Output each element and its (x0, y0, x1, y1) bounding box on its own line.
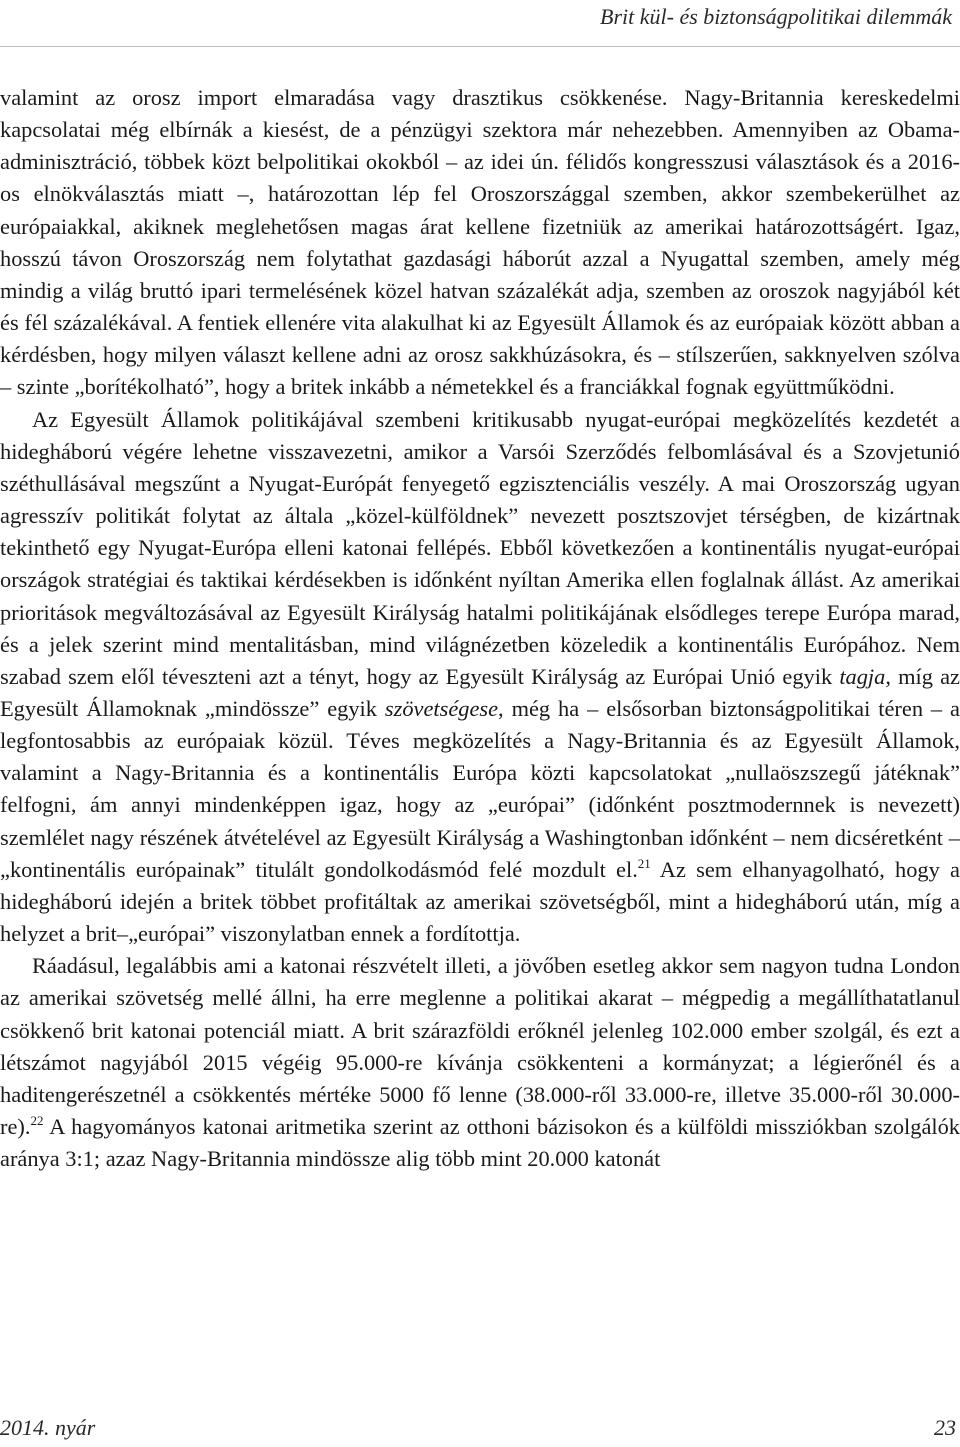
paragraph-3-text-b: A hagyományos katonai aritmetika szerint az otthoni bázisokon és a külföldi missziókban szolgálók aránya 3:1; azaz Nagy-Britannia mindössze alig több mint 20.000 katonát (0, 1114, 960, 1172)
paragraph-1-text: valamint az orosz import elmaradása vagy drasztikus csökkenése. Nagy-Britannia kereskedelmi kapcsolatai még elbírnák a kiesést, de a pénzügyi szektora már nehezebben. Amennyiben az Obama-adminisztráció, többek közt belpolitikai okokból – az idei ún. félidős kongresszusi választások és a 2016-os elnökválasztás miatt –, határozottan lép fel Oroszországgal szemben, akkor szembekerülhet az európaiakkal, akiknek meglehetősen magas árat kellene fizetniük az amerikai határozottságért. Igaz, hosszú távon Oroszország nem folytathat gazdasági háborút azzal a Nyugattal szemben, amely még mindig a világ bruttó ipari termelésének közel hatvan százalékát adja, szemben az oroszok nagyjából két és fél százalékával. A fentiek ellenére vita alakulhat ki az Egyesült Államok és az európaiak között abban a kérdésben, hogy milyen választ kellene adni az orosz sakkhúzásokra, és – stílszerűen, sakknyelven szólva – szinte „borítékolható”, hogy a britek inkább a németekkel és a franciákkal fognak együttműködni. (0, 85, 960, 400)
paragraph-2-text-a: Az Egyesült Államok politikájával szembeni kritikusabb nyugat-európai megközelítés kezdetét a hidegháború végére lehetne visszavezetni, amikor a Varsói Szerződés felbomlásával és a Szovjetunió széthullásával megszűnt a Nyugat-Európát fenyegető egzisztenciális veszély. A mai Oroszország ugyan agresszív politikát folytat az általa „közel-külföldnek” nevezett posztszovjet térségben, de kizártnak tekinthető egy Nyugat-Európa elleni katonai fellépés. Ebből következően a kontinentális nyugat-európai országok stratégiai és taktikai kérdésekben is időnként nyíltan Amerika ellen foglalnak állást. Az amerikai prioritások megváltozásával az Egyesült Királyság hatalmi politikájának elsődleges terepe Európa marad, és a jelek szerint mind mentalitásban, mind világnézetben közeledik a kontinentális Európához. Nem szabad szem elől téveszteni azt a tényt, hogy az Egyesült Királyság az Európai Unió egyik (0, 406, 960, 689)
emphasis-szovetsegese: szövetségese (384, 695, 499, 721)
paragraph-3 (0, 950, 960, 1175)
footnote-ref-22[interactable]: 22 (30, 1113, 44, 1128)
paragraph-3-text-a: Ráadásul, legalábbis ami a katonai részvételt illeti, a jövőben esetleg akkor sem nagyon tudna London az amerikai szövetség mellé állni, ha erre meglenne a politikai akarat – mégpedig a megállíthatatlanul csökkenő brit katonai potenciál miatt. A brit szárazföldi erőknél jelenleg 102.000 ember szolgál, és ezt a létszámot nagyjából 2015 végéig 95.000-re kívánja csökkenteni a kormányzat; a légierőnél és a haditengerészetnél a csökkentés mértéke 5000 fő lenne (38.000-ről 33.000-re, illetve 35.000-ről 30.000-re). (0, 953, 960, 1139)
paragraph-1 (0, 82, 960, 404)
header-divider (0, 46, 960, 47)
paragraph-2-text-c: , még ha – elsősorban biztonságpolitikai téren – a legfontosabbis az európaiak közül. Téves megközelítés a Nagy-Britannia és az Egyesült Államok, valamint a Nagy-Britannia és a kontinentális Európa közti kapcsolatokat „nullaöszszegű játéknak” felfogni, ám annyi mindenképpen igaz, hogy az „európai” (időnként posztmodernnek is nevezett) szemlélet nagy részének átvételével az Egyesült Királyság a Washingtonban időnként – nem dicséretként – „kontinentális európainak” titulált gondolkodásmód felé mozdult el. (0, 695, 960, 882)
footer-issue: 2014. nyár (0, 1415, 96, 1440)
running-header: Brit kül- és biztonságpolitikai dilemmák (600, 4, 952, 29)
page-number: 23 (934, 1415, 956, 1440)
paragraph-2-text-d: Az sem elhanyagolható, hogy a hidegháború idején a britek többet profitáltak az amerikai szövetségből, mint a hidegháború után, míg a helyzet a brit–„európai” viszonylatban ennek a fordítottja. (0, 856, 960, 947)
paragraph-2 (0, 404, 960, 951)
emphasis-tagja: tagja (839, 663, 886, 689)
article-body (0, 82, 960, 1175)
paragraph-2-text-b: , míg az Egyesült Államoknak „mindössze” egyik (0, 663, 960, 721)
footnote-ref-21[interactable]: 21 (637, 855, 651, 871)
